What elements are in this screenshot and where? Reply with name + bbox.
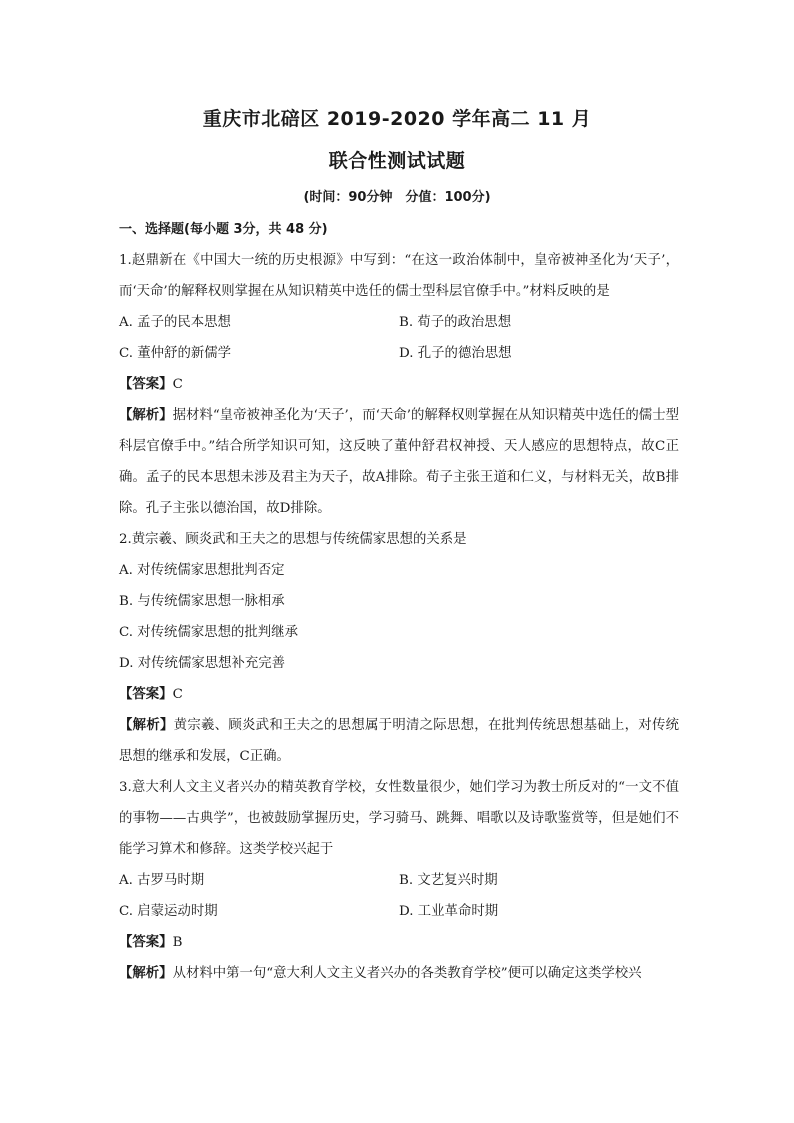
document-title: 重庆市北碚区 2019-2020 学年高二 11 月: [202, 108, 592, 130]
question-2-analysis: [119, 710, 679, 772]
analysis-text: 黄宗羲、顾炎武和王夫之的思想属于明清之际思想，在批判传统思想基础上，对传统思想的继承和发展，C正确。: [119, 718, 680, 764]
question-1-option-a: A. 孟子的民本思想: [119, 315, 231, 330]
question-3-option-c: C. 启蒙运动时期: [119, 904, 218, 919]
question-1-options-row-2: [119, 338, 679, 369]
question-2-option-c: C. 对传统儒家思想的批判继承: [119, 625, 298, 640]
answer-value: C: [172, 377, 183, 392]
question-3-option-d: D. 工业革命时期: [399, 904, 499, 919]
question-3-option-a: A. 古罗马时期: [119, 873, 205, 888]
question-2-stem: 2.黄宗羲、顾炎武和王夫之的思想与传统儒家思想的关系是: [119, 532, 467, 547]
question-1-options-row-1: [119, 307, 679, 338]
analysis-tag: 【解析】: [119, 408, 173, 423]
question-2-option-d: D. 对传统儒家思想补充完善: [119, 656, 286, 671]
answer-tag: 【答案】: [119, 687, 173, 702]
analysis-tag: 【解析】: [119, 966, 173, 981]
document-subtitle: 联合性测试试题: [328, 150, 466, 172]
question-2-answer: [119, 679, 679, 710]
document-body: [119, 214, 679, 989]
question-1-answer: [119, 369, 679, 400]
question-1-option-c: C. 董仲舒的新儒学: [119, 346, 232, 361]
analysis-tag: 【解析】: [119, 718, 174, 733]
question-1-stem: 1.赵鼎新在《中国大一统的历史根源》中写到：“在这一政治体制中，皇帝被神圣化为‘天子’，而‘天命’的解释权则掌握在从知识精英中选任的儒士型科层官僚手中。”材料反映的是: [119, 253, 679, 299]
question-3-option-b: B. 文艺复兴时期: [399, 873, 498, 888]
question-3-options-row-1: [119, 865, 679, 896]
answer-value: C: [172, 687, 183, 702]
exam-meta: (时间：90分钟 分值：100分): [303, 190, 491, 205]
question-3-analysis: [119, 958, 679, 989]
question-3-options-row-2: [119, 896, 679, 927]
question-3-stem: 3.意大利人文主义者兴办的精英教育学校，女性数量很少，她们学习为教士所反对的“一文不值的事物——古典学”，也被鼓励掌握历史，学习骑马、跳舞、唱歌以及诗歌鉴赏等，但是她们不能学习算术和修辞。这类学校兴起于: [119, 780, 679, 857]
section-heading: 一、选择题(每小题 3分，共 48 分): [119, 222, 328, 237]
analysis-text: 据材料“皇帝被神圣化为‘天子’，而‘天命’的解释权则掌握在从知识精英中选任的儒士型科层官僚手中。”结合所学知识可知，这反映了董仲舒君权神授、天人感应的思想特点，故C正确。孟子的民本思想未涉及君主为天子，故A排除。荀子主张王道和仁义，与材料无关，故B排除。孔子主张以德治国，故D排除。: [119, 408, 679, 516]
question-3-answer: [119, 927, 679, 958]
answer-value: B: [172, 935, 183, 950]
analysis-text: 从材料中第一句“意大利人文主义者兴办的各类教育学校”便可以确定这类学校兴: [172, 966, 642, 981]
question-1-analysis: [119, 400, 679, 524]
question-1-option-d: D. 孔子的德治思想: [399, 346, 512, 361]
question-1-option-b: B. 荀子的政治思想: [399, 315, 512, 330]
answer-tag: 【答案】: [119, 377, 173, 392]
question-2-option-a: A. 对传统儒家思想批判否定: [119, 563, 285, 578]
answer-tag: 【答案】: [119, 935, 173, 950]
question-2-option-b: B. 与传统儒家思想一脉相承: [119, 594, 285, 609]
